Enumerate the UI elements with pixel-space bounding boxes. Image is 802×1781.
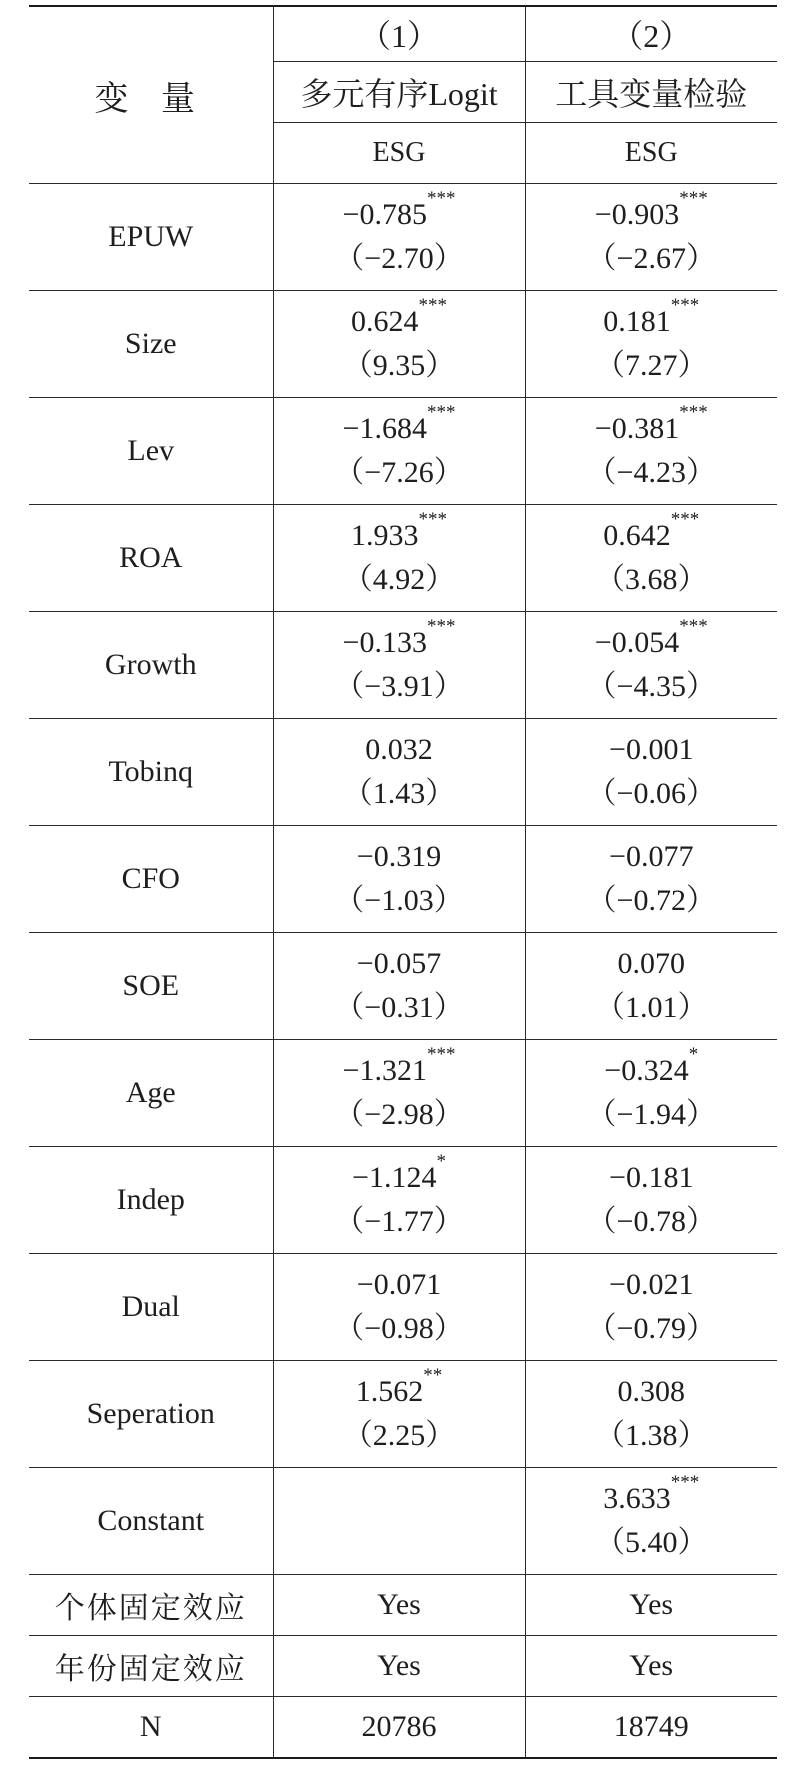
column-2-cell <box>525 1468 777 1575</box>
coefficient-value: 0.070 <box>617 947 685 980</box>
coefficient <box>526 188 778 237</box>
coefficient <box>526 1472 778 1521</box>
column-2-cell <box>525 1254 777 1361</box>
column-2-cell: 18749 <box>525 1697 777 1759</box>
t-statistic: （−2.67） <box>586 242 716 275</box>
coefficient <box>526 1263 778 1307</box>
coefficient-value: 1.562 <box>355 1375 424 1408</box>
column-2-cell <box>525 398 777 505</box>
coefficient-value: −1.684 <box>342 412 427 445</box>
variable-name: ROA <box>29 505 273 612</box>
table-row <box>29 505 777 612</box>
column-1-cell <box>273 398 525 505</box>
column-1-cell <box>273 1147 525 1254</box>
column-1-cell: Yes <box>273 1575 525 1636</box>
coefficient <box>274 616 525 665</box>
table-row <box>29 933 777 1040</box>
coefficient-value: −0.903 <box>594 198 680 231</box>
column-2-cell <box>525 291 777 398</box>
t-statistic: （−1.77） <box>334 1205 464 1238</box>
coefficient-value: 0.642 <box>603 519 671 552</box>
table-row <box>29 291 777 398</box>
observations-label: N <box>29 1697 273 1759</box>
column-2-cell <box>525 505 777 612</box>
t-statistic: （−1.94） <box>586 1098 716 1131</box>
coefficient <box>526 942 778 986</box>
t-statistic: （5.40） <box>595 1526 708 1559</box>
column-1-cell <box>273 184 525 291</box>
variable-name: Tobinq <box>29 719 273 826</box>
column-1-model: 多元有序Logit <box>273 62 525 123</box>
significance-stars: ** <box>423 1365 443 1386</box>
column-1-number: （1） <box>273 6 525 62</box>
column-2-number: （2） <box>525 6 777 62</box>
significance-stars: *** <box>679 188 708 209</box>
column-1-cell <box>273 933 525 1040</box>
t-statistic: （−0.72） <box>586 884 716 917</box>
coefficient-value: 0.032 <box>365 733 433 766</box>
fixed-effect-row <box>29 1636 777 1697</box>
column-1-cell <box>273 612 525 719</box>
coefficient <box>274 1044 525 1093</box>
column-1-cell: Yes <box>273 1636 525 1697</box>
column-1-cell <box>273 1468 525 1575</box>
coefficient <box>526 1044 778 1093</box>
column-1-cell <box>273 826 525 933</box>
variable-name: EPUW <box>29 184 273 291</box>
t-statistic: （1.43） <box>342 777 456 810</box>
t-statistic: （−0.98） <box>334 1312 464 1345</box>
coefficient-value: 0.181 <box>603 305 671 338</box>
column-2-cell <box>525 826 777 933</box>
coefficient <box>526 616 778 665</box>
observations-row <box>29 1697 777 1759</box>
table-row <box>29 1040 777 1147</box>
column-2-cell <box>525 719 777 826</box>
significance-stars: *** <box>670 1472 700 1493</box>
significance-stars: * <box>436 1151 446 1172</box>
coefficient-value: −1.124 <box>352 1161 437 1194</box>
variable-name: Dual <box>29 1254 273 1361</box>
t-statistic: （−4.35） <box>586 670 716 703</box>
column-2-cell <box>525 1361 777 1468</box>
regression-table <box>29 5 777 1759</box>
t-statistic: （−0.06） <box>586 777 716 810</box>
column-2-cell <box>525 933 777 1040</box>
coefficient-value: −0.181 <box>609 1161 694 1194</box>
variable-name: Age <box>29 1040 273 1147</box>
coefficient-value: −0.381 <box>594 412 680 445</box>
significance-stars: *** <box>670 509 700 530</box>
variable-name: CFO <box>29 826 273 933</box>
column-1-cell <box>273 505 525 612</box>
table-row <box>29 719 777 826</box>
coefficient-value: 3.633 <box>603 1482 671 1515</box>
significance-stars: *** <box>679 402 708 423</box>
t-statistic: （4.92） <box>342 563 456 596</box>
coefficient-value: 1.933 <box>351 519 419 552</box>
coefficient <box>274 509 525 558</box>
t-statistic: （−2.98） <box>334 1098 464 1131</box>
table-row <box>29 398 777 505</box>
coefficient <box>274 1365 525 1414</box>
coefficient <box>274 295 525 344</box>
variable-name: Growth <box>29 612 273 719</box>
table-row <box>29 1361 777 1468</box>
t-statistic: （−4.23） <box>586 456 716 489</box>
t-statistic: （1.38） <box>595 1419 708 1452</box>
t-statistic: （3.68） <box>595 563 708 596</box>
column-1-cell: 20786 <box>273 1697 525 1759</box>
coefficient-value: −0.319 <box>356 840 442 873</box>
coefficient-value: −0.785 <box>342 198 427 231</box>
coefficient <box>274 402 525 451</box>
column-2-cell <box>525 184 777 291</box>
coefficient <box>526 1156 778 1200</box>
table-row <box>29 1468 777 1575</box>
coefficient <box>526 295 778 344</box>
column-1-cell <box>273 1361 525 1468</box>
t-statistic: （−2.70） <box>334 242 464 275</box>
column-2-model: 工具变量检验 <box>525 62 777 123</box>
t-statistic: （1.01） <box>595 991 708 1024</box>
significance-stars: *** <box>426 616 456 637</box>
column-1-cell <box>273 719 525 826</box>
fixed-effect-label: 年份固定效应 <box>29 1636 273 1697</box>
significance-stars: *** <box>418 509 447 530</box>
variable-name: Indep <box>29 1147 273 1254</box>
variable-name: Constant <box>29 1468 273 1575</box>
coefficient-value: −0.077 <box>609 840 694 873</box>
column-2-cell <box>525 612 777 719</box>
t-statistic: （−0.31） <box>334 991 464 1024</box>
coefficient-value: −0.054 <box>594 626 680 659</box>
column-2-dependent-variable: ESG <box>525 123 777 184</box>
table-row <box>29 1254 777 1361</box>
column-1-cell <box>273 291 525 398</box>
t-statistic: （−3.91） <box>334 670 464 703</box>
significance-stars: *** <box>670 295 700 316</box>
t-statistic: （9.35） <box>342 349 456 382</box>
coefficient <box>526 509 778 558</box>
column-2-cell: Yes <box>525 1575 777 1636</box>
t-statistic: （2.25） <box>342 1419 456 1452</box>
coefficient-value: −0.021 <box>609 1268 694 1301</box>
significance-stars: *** <box>426 402 456 423</box>
variable-name: SOE <box>29 933 273 1040</box>
coefficient-value: −0.001 <box>609 733 694 766</box>
t-statistic: （7.27） <box>595 349 708 382</box>
column-1-dependent-variable: ESG <box>273 123 525 184</box>
coefficient <box>274 1263 525 1307</box>
variable-column-header: 变 量 <box>29 6 273 184</box>
coefficient <box>274 1151 525 1200</box>
coefficient <box>526 835 778 879</box>
t-statistic: （−0.78） <box>586 1205 716 1238</box>
column-1-cell <box>273 1254 525 1361</box>
significance-stars: *** <box>426 188 456 209</box>
significance-stars: *** <box>679 616 708 637</box>
coefficient <box>274 188 525 237</box>
coefficient <box>274 942 525 986</box>
coefficient-value: −0.057 <box>356 947 442 980</box>
coefficient-value: −0.133 <box>342 626 427 659</box>
fixed-effect-row <box>29 1575 777 1636</box>
coefficient-value: −1.321 <box>342 1054 427 1087</box>
t-statistic: （−0.79） <box>586 1312 716 1345</box>
header-row-numbers <box>29 6 777 62</box>
t-statistic: （−1.03） <box>334 884 464 917</box>
column-2-cell <box>525 1040 777 1147</box>
coefficient-value: −0.324 <box>604 1054 689 1087</box>
t-statistic: （−7.26） <box>334 456 464 489</box>
column-1-cell <box>273 1040 525 1147</box>
variable-name: Size <box>29 291 273 398</box>
coefficient <box>526 1370 778 1414</box>
coefficient-value: 0.308 <box>617 1375 685 1408</box>
table-row <box>29 1147 777 1254</box>
coefficient <box>274 835 525 879</box>
column-2-cell: Yes <box>525 1636 777 1697</box>
table-row <box>29 826 777 933</box>
coefficient <box>274 728 525 772</box>
significance-stars: *** <box>418 295 447 316</box>
significance-stars: * <box>688 1044 699 1065</box>
variable-name: Lev <box>29 398 273 505</box>
coefficient-value: −0.071 <box>356 1268 442 1301</box>
fixed-effect-label: 个体固定效应 <box>29 1575 273 1636</box>
coefficient <box>526 728 778 772</box>
significance-stars: *** <box>426 1044 456 1065</box>
variable-name: Seperation <box>29 1361 273 1468</box>
column-2-cell <box>525 1147 777 1254</box>
table-row <box>29 184 777 291</box>
table-row <box>29 612 777 719</box>
coefficient <box>526 402 778 451</box>
table-body <box>29 6 777 1758</box>
coefficient-value: 0.624 <box>351 305 419 338</box>
